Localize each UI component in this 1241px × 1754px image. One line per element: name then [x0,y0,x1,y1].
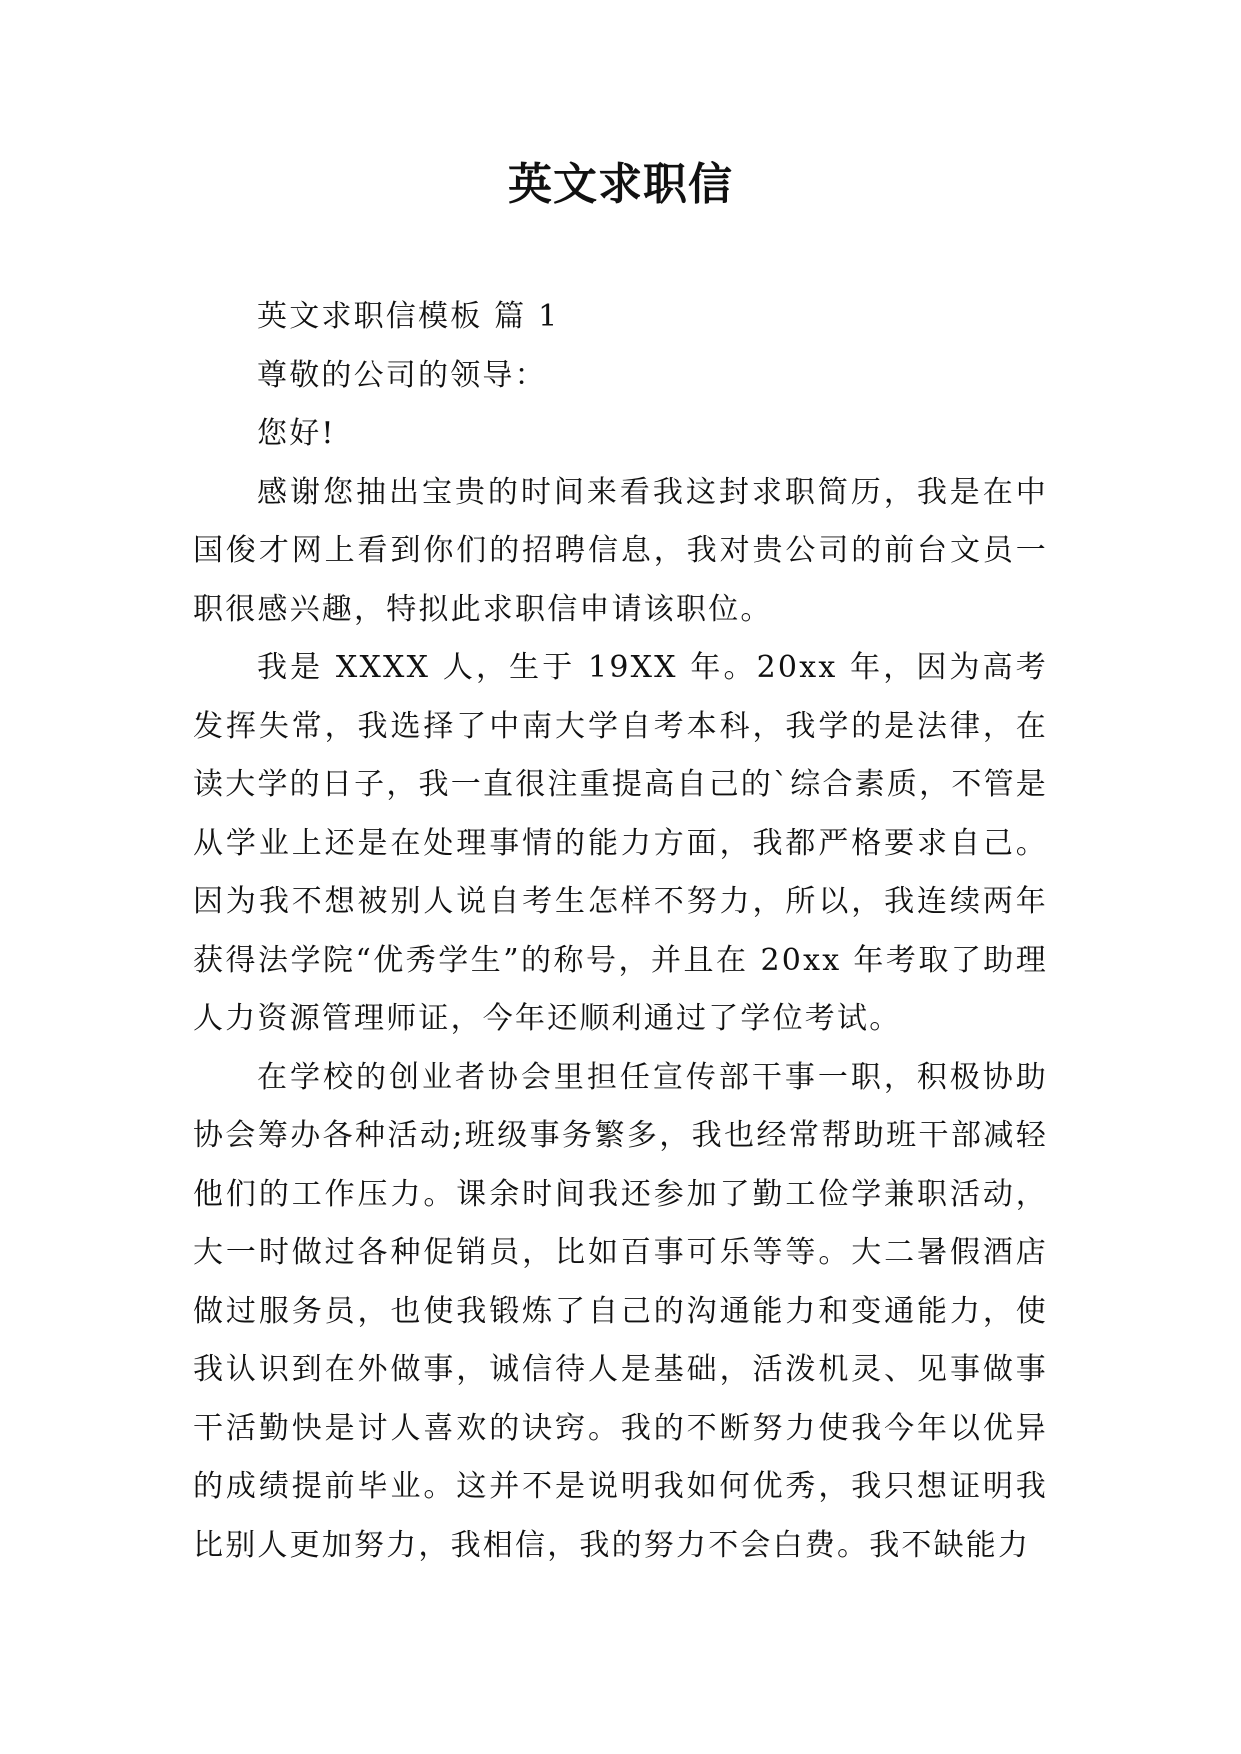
greeting: 您好! [257,416,336,451]
document-title: 英文求职信 [508,159,733,210]
body-paragraph: 感谢您抽出宝贵的时间来看我这封求职简历，我是在中国俊才网上看到你们的招聘信息，我对贵公司的前台文员一职很感兴趣，特拟此求职信申请该职位。 [193,474,1048,627]
body-paragraph: 我是 XXXX 人，生于 19XX 年。20xx 年，因为高考发挥失常，我选择了中南大学自考本科，我学的是法律，在读大学的日子，我一直很注重提高自己的`综合素质，不管是从学业上还是在处理事情的能力方面，我都严格要求自己。因为我不想被别人说自考生怎样不努力，所以，我连续两年获得法学院“优秀学生”的称号，并且在 20xx 年考取了助理人力资源管理师证，今年还顺利通过了学位考试。 [193,650,1048,1036]
body-paragraph: 在学校的创业者协会里担任宣传部干事一职，积极协助协会筹办各种活动;班级事务繁多，我也经常帮助班干部减轻他们的工作压力。课余时间我还参加了勤工俭学兼职活动，大一时做过各种促销员，比如百事可乐等等。大二暑假酒店做过服务员，也使我锻炼了自己的沟通能力和变通能力，使我认识到在外做事，诚信待人是基础，活泼机灵、见事做事干活勤快是讨人喜欢的诀窍。我的不断努力使我今年以优异的成绩提前毕业。这并不是说明我如何优秀，我只想证明我比别人更加努力，我相信，我的努力不会白费。我不缺能力 [193,1059,1048,1563]
document-body [193,288,1048,1575]
salutation: 尊敬的公司的领导： [257,357,547,393]
section-heading: 英文求职信模板 篇 1 [257,299,560,334]
